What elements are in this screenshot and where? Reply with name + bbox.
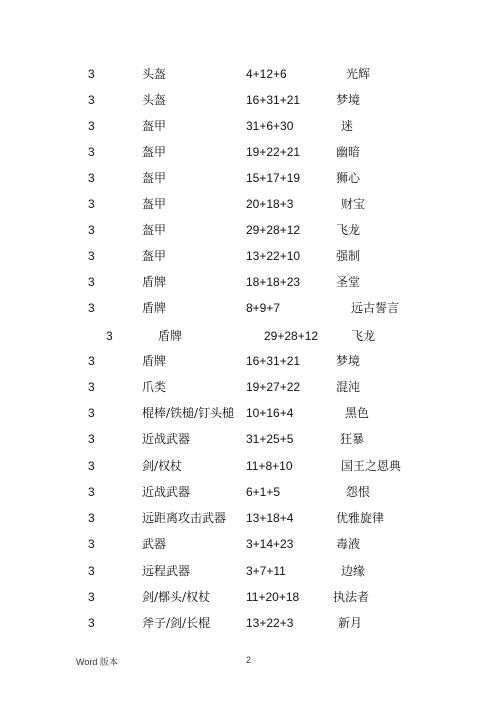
row-stats: 16+31+21 <box>246 93 301 107</box>
row-stats: 15+17+19 <box>246 171 301 185</box>
row-level: 3 <box>88 67 95 81</box>
row-name: 狂暴 <box>340 432 365 446</box>
table-row <box>0 64 500 84</box>
table-row <box>0 377 500 397</box>
row-type: 剑/权杖 <box>142 459 183 473</box>
row-type: 近战武器 <box>142 432 191 446</box>
row-name: 梦境 <box>336 354 361 368</box>
row-level: 3 <box>88 249 95 263</box>
table-row <box>0 90 500 110</box>
row-stats: 19+27+22 <box>246 380 301 394</box>
row-name: 怨恨 <box>346 485 371 499</box>
table-row <box>0 429 500 449</box>
row-name: 优雅旋律 <box>336 511 385 525</box>
row-name: 圣堂 <box>336 275 361 289</box>
table-row <box>0 482 500 502</box>
row-stats: 13+18+4 <box>246 511 294 525</box>
row-level: 3 <box>88 171 95 185</box>
row-type: 盔甲 <box>142 145 167 159</box>
row-level: 3 <box>88 301 95 315</box>
row-level: 3 <box>106 329 113 343</box>
row-stats: 31+6+30 <box>246 119 294 133</box>
row-level: 3 <box>88 616 95 630</box>
table-row <box>0 168 500 188</box>
row-stats: 19+22+21 <box>246 145 301 159</box>
row-type: 远距离攻击武器 <box>142 511 227 525</box>
row-type: 盔甲 <box>142 171 167 185</box>
table-row <box>0 298 500 318</box>
row-level: 3 <box>88 145 95 159</box>
row-stats: 16+31+21 <box>246 354 301 368</box>
row-level: 3 <box>88 119 95 133</box>
row-stats: 10+16+4 <box>246 406 294 420</box>
table-row <box>0 116 500 136</box>
row-stats: 4+12+6 <box>246 67 287 81</box>
row-name: 狮心 <box>336 171 361 185</box>
table-row <box>0 142 500 162</box>
row-type: 盔甲 <box>142 223 167 237</box>
row-stats: 20+18+3 <box>246 197 294 211</box>
row-name: 飞龙 <box>351 329 376 343</box>
row-level: 3 <box>88 485 95 499</box>
table-row <box>0 561 500 581</box>
row-name: 财宝 <box>341 197 366 211</box>
row-stats: 13+22+3 <box>246 616 294 630</box>
row-name: 幽暗 <box>336 145 361 159</box>
row-level: 3 <box>88 354 95 368</box>
row-name: 迷 <box>341 119 354 133</box>
row-level: 3 <box>88 406 95 420</box>
row-stats: 29+28+12 <box>246 223 301 237</box>
row-type: 盔甲 <box>142 249 167 263</box>
row-stats: 11+20+18 <box>246 590 300 604</box>
row-stats: 13+22+10 <box>246 249 301 263</box>
row-name: 混沌 <box>336 380 361 394</box>
row-stats: 8+9+7 <box>246 301 281 315</box>
row-type: 武器 <box>142 537 167 551</box>
row-level: 3 <box>88 511 95 525</box>
row-name: 新月 <box>338 616 363 630</box>
table-row <box>0 613 500 633</box>
row-type: 盔甲 <box>142 197 167 211</box>
table-row <box>0 246 500 266</box>
row-type: 剑/槨头/权杖 <box>142 590 211 604</box>
row-stats: 6+1+5 <box>246 485 281 499</box>
row-level: 3 <box>88 93 95 107</box>
row-name: 远古誓言 <box>351 301 400 315</box>
row-name: 梦境 <box>336 93 361 107</box>
table-row <box>0 403 500 423</box>
row-level: 3 <box>88 432 95 446</box>
row-name: 光辉 <box>346 67 371 81</box>
row-type: 棍棒/铁槌/钉头槌 <box>142 406 235 420</box>
row-name: 边缘 <box>341 564 366 578</box>
row-type: 近战武器 <box>142 485 191 499</box>
table-row <box>0 508 500 528</box>
table-row <box>0 534 500 554</box>
row-level: 3 <box>88 275 95 289</box>
row-stats: 3+7+11 <box>246 564 286 578</box>
row-stats: 18+18+23 <box>246 275 301 289</box>
row-level: 3 <box>88 380 95 394</box>
table-row <box>0 351 500 371</box>
row-name: 执法者 <box>333 590 370 604</box>
row-level: 3 <box>88 564 95 578</box>
row-stats: 29+28+12 <box>264 329 319 343</box>
row-level: 3 <box>88 537 95 551</box>
table-row <box>0 326 500 346</box>
row-level: 3 <box>88 223 95 237</box>
row-stats: 31+25+5 <box>246 432 294 446</box>
footer-label: Word 版本 <box>76 657 118 667</box>
row-level: 3 <box>88 590 95 604</box>
row-name: 毒液 <box>336 537 361 551</box>
table-row <box>0 272 500 292</box>
page-number: 2 <box>246 655 252 665</box>
row-type: 盔甲 <box>142 119 167 133</box>
table-row <box>0 194 500 214</box>
row-type: 盾牌 <box>142 354 167 368</box>
row-name: 飞龙 <box>336 223 361 237</box>
row-level: 3 <box>88 459 95 473</box>
row-type: 盾牌 <box>142 301 167 315</box>
row-type: 盾牌 <box>158 329 183 343</box>
row-name: 强制 <box>336 249 361 263</box>
row-level: 3 <box>88 197 95 211</box>
table-row <box>0 587 500 607</box>
table-row <box>0 456 500 476</box>
row-type: 盾牌 <box>142 275 167 289</box>
row-stats: 3+14+23 <box>246 537 294 551</box>
row-type: 斧子/剑/长棍 <box>142 616 211 630</box>
row-type: 头盔 <box>142 93 167 107</box>
row-type: 爪类 <box>142 380 167 394</box>
row-type: 头盔 <box>142 67 167 81</box>
row-name: 黑色 <box>345 406 370 420</box>
row-name: 国王之恩典 <box>341 459 402 473</box>
row-stats: 11+8+10 <box>246 459 293 473</box>
table-row <box>0 220 500 240</box>
row-type: 远程武器 <box>142 564 191 578</box>
